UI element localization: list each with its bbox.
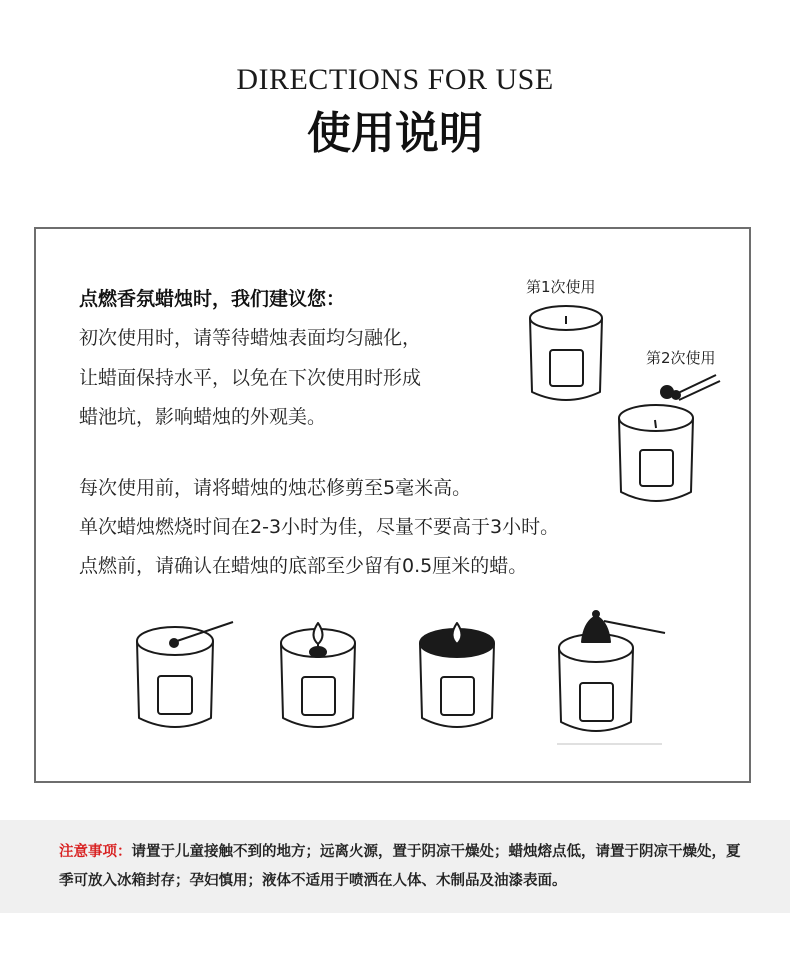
first-use-caption: 第1次使用 — [526, 278, 596, 296]
notice-label: 注意事项： — [59, 844, 132, 860]
instruction-line: 每次使用前，请将蜡烛的烛芯修剪至5毫米高。 — [79, 477, 472, 499]
second-use-caption: 第2次使用 — [646, 349, 716, 367]
instruction-line: 蜡池坑，影响蜡烛的外观美。 — [79, 406, 327, 428]
step-burning-candle-icon — [281, 623, 355, 727]
first-use-candle-icon — [530, 306, 602, 400]
notice-box — [0, 820, 790, 913]
title-english: DIRECTIONS FOR USE — [236, 63, 554, 96]
notice-text — [59, 838, 749, 896]
step-melted-pool-icon — [420, 623, 494, 727]
step-light-candle-icon — [137, 622, 233, 727]
notice-body: 请置于儿童接触不到的地方；远离火源，置于阴凉干燥处；蜡烛熔点低，请置于阴凉干燥处，夏季可放入冰箱封存；孕妇慎用；液体不适用于喷洒在人体、木制品及油漆表面。 — [59, 844, 741, 889]
instruction-line: 点燃前，请确认在蜡烛的底部至少留有0.5厘米的蜡。 — [79, 555, 528, 577]
step-snuff-candle-icon — [557, 611, 665, 744]
instruction-line: 让蜡面保持水平，以免在下次使用时形成 — [79, 367, 422, 389]
instructions-heading: 点燃香氛蜡烛时，我们建议您： — [79, 288, 346, 310]
instruction-line: 初次使用时，请等待蜡烛表面均匀融化， — [79, 327, 422, 349]
instruction-line: 单次蜡烛燃烧时间在2-3小时为佳，尽量不要高于3小时。 — [79, 516, 560, 538]
second-use-candle-icon — [619, 375, 720, 501]
title-chinese: 使用说明 — [307, 108, 483, 159]
